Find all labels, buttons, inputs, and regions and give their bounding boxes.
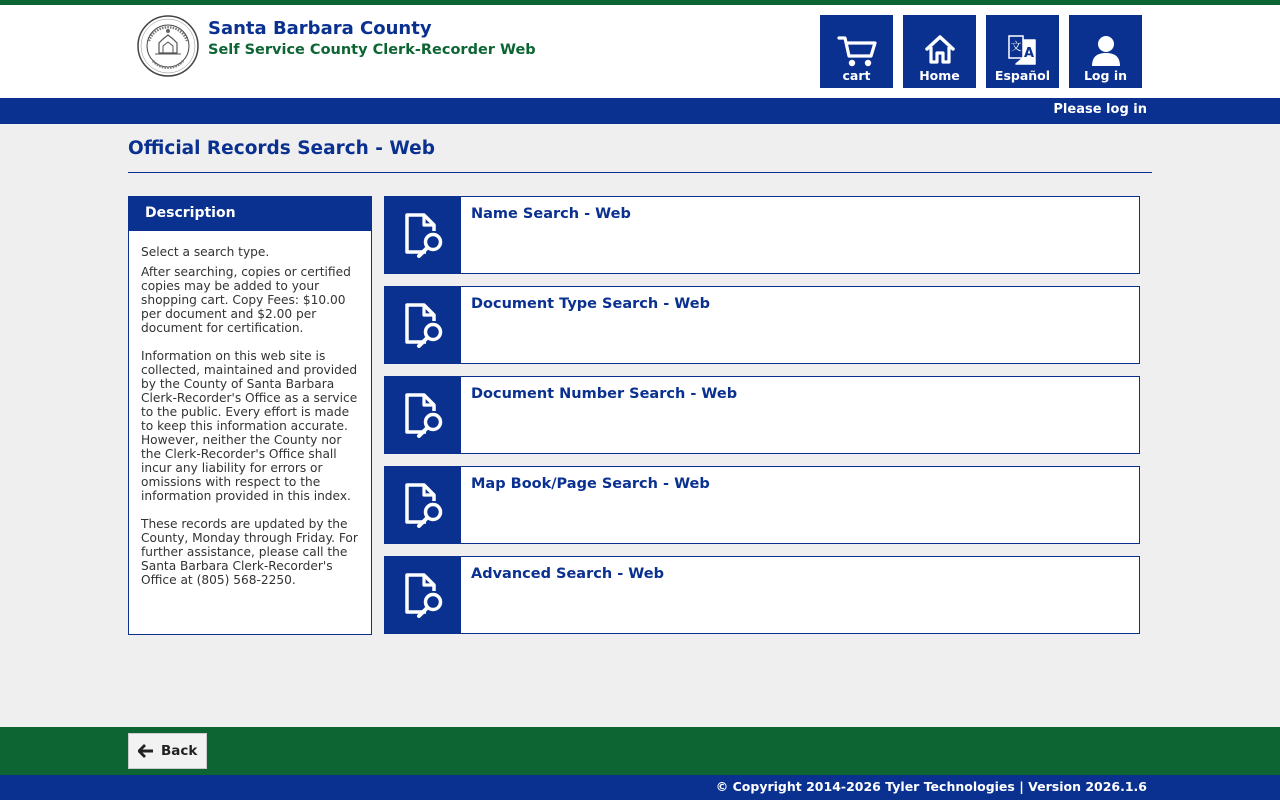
document-search-icon	[404, 482, 444, 530]
site-title: Santa Barbara County	[208, 18, 432, 39]
translate-icon	[1008, 34, 1038, 66]
county-seal-logo	[137, 15, 199, 77]
arrow-left-icon	[138, 744, 154, 758]
map-book-page-search-card[interactable]	[384, 466, 1140, 544]
description-body	[129, 231, 371, 587]
home-icon	[924, 34, 956, 64]
name-search-card[interactable]	[384, 196, 1140, 274]
name-search-label: Name Search - Web	[471, 206, 631, 222]
user-icon	[1090, 34, 1122, 66]
login-status-text[interactable]: Please log in	[1053, 102, 1147, 117]
card-icon-box	[385, 287, 461, 363]
home-label: Home	[919, 68, 960, 83]
advanced-search-label: Advanced Search - Web	[471, 566, 664, 582]
svg-text:文: 文	[1010, 40, 1021, 53]
document-search-icon	[404, 302, 444, 350]
document-type-search-label: Document Type Search - Web	[471, 296, 710, 312]
document-number-search-label: Document Number Search - Web	[471, 386, 738, 402]
language-button[interactable]	[986, 15, 1059, 88]
description-paragraph: After searching, copies or certified copies may be added to your shopping cart. Copy Fees: $10.00 per document and $2.00 per document for certification.	[141, 265, 351, 335]
svg-text:A: A	[1023, 46, 1034, 61]
description-paragraph: Information on this web site is collected, maintained and provided by the County of Santa Barbara Clerk-Recorder's Office as a service to the public. Every effort is made to keep this information accurate. However, neither the County nor the Clerk-Recorder's Office shall incur any liability for errors or omissions with respect to the information provided in this index.	[141, 349, 358, 503]
cart-button[interactable]	[820, 15, 893, 88]
page-title: Official Records Search - Web	[128, 138, 435, 159]
card-icon-box	[385, 197, 461, 273]
card-icon-box	[385, 557, 461, 633]
advanced-search-card[interactable]	[384, 556, 1140, 634]
login-status-bar	[0, 98, 1280, 124]
cart-label: cart	[842, 68, 871, 83]
card-icon-box	[385, 467, 461, 543]
language-label: Español	[994, 68, 1051, 83]
description-paragraph: Select a search type.	[141, 245, 270, 259]
document-search-icon	[404, 572, 444, 620]
login-button[interactable]	[1069, 15, 1142, 88]
document-type-search-card[interactable]	[384, 286, 1140, 364]
back-label: Back	[161, 743, 198, 759]
description-heading: Description	[129, 197, 371, 231]
document-search-icon	[404, 392, 444, 440]
back-button[interactable]	[128, 733, 207, 769]
copyright-text: © Copyright 2014-2026 Tyler Technologies | Version 2026.1.6	[715, 779, 1147, 794]
home-button[interactable]	[903, 15, 976, 88]
document-search-icon	[404, 212, 444, 260]
header	[0, 5, 1280, 98]
map-book-page-search-label: Map Book/Page Search - Web	[471, 476, 710, 492]
document-number-search-card[interactable]	[384, 376, 1140, 454]
card-icon-box	[385, 377, 461, 453]
title-divider	[128, 172, 1152, 173]
cart-icon	[837, 34, 877, 68]
footer-copyright-bar	[0, 775, 1280, 800]
description-paragraph: These records are updated by the County, Monday through Friday. For further assistance, please call the Santa Barbara Clerk-Recorder's Office at (805) 568-2250.	[141, 517, 358, 587]
description-panel	[128, 196, 372, 635]
login-label: Log in	[1083, 68, 1128, 83]
site-subtitle: Self Service County Clerk-Recorder Web	[208, 42, 536, 58]
